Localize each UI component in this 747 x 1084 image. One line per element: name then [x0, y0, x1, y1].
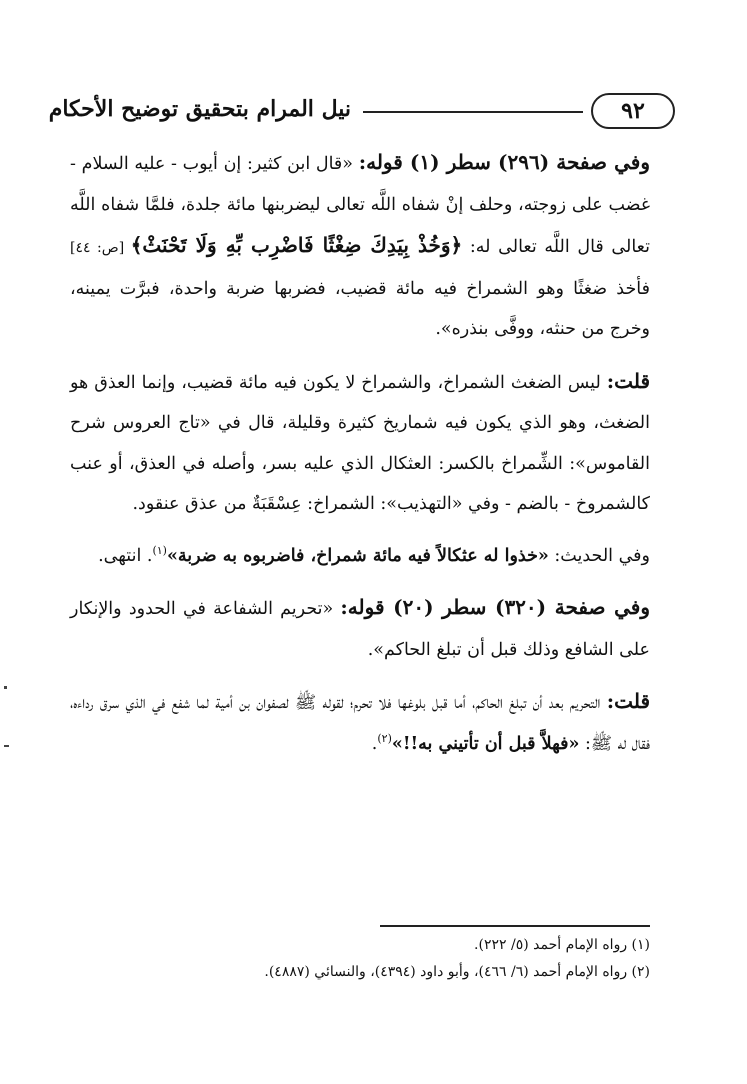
quran-verse: ﴿وَخُذْ بِيَدِكَ ضِغْثًا فَاضْرِب بِّهِ وَلَا تَحْنَثْ﴾ [130, 233, 463, 257]
footnote-marker[interactable]: (٢) [377, 731, 392, 745]
footnote-marker[interactable]: (١) [152, 543, 167, 557]
scan-mark [4, 686, 7, 689]
paragraph-lead: وفي صفحة (٣٢٠) سطر (٢٠) قوله: [340, 595, 650, 619]
paragraph-1 [70, 142, 650, 350]
page-number: ٩٢ [591, 93, 675, 129]
paragraph-text: . انتهى. [98, 545, 153, 566]
paragraph-lead: قلت: [606, 368, 650, 393]
footnotes [70, 932, 650, 986]
paragraph-5 [70, 681, 650, 764]
page-body [70, 142, 650, 764]
paragraph-text: التحريم بعد أن تبلغ الحاكم، أما قبل بلوغها فلا تحرم؛ لقوله ﷺ لصفوان بن أمية لما شفع في الذي سرق رداءه، فقال له ﷺ: [70, 693, 650, 754]
footnote-1: (١) رواه الإمام أحمد (٥/ ٢٢٢). [474, 937, 650, 953]
paragraph-text: فأخذ ضغثًا وهو الشمراخ فيه مائة قضيب، فضربها ضربة واحدة، فبرَّت يمينه، وخرج من حنثه، ووفَّى بنذره». [70, 278, 650, 339]
hadith-quote: «خذوا له عثكالاً فيه مائة شمراخ، فاضربوه به ضربة» [166, 545, 549, 566]
scan-mark [4, 745, 9, 747]
paragraph-4 [70, 587, 650, 670]
paragraph-text: . [371, 733, 378, 754]
hadith-quote: «فهلاَّ قبل أن تأتيني به!!» [391, 733, 580, 754]
paragraph-text: ليس الضغث الشمراخ، والشمراخ لا يكون فيه مائة قضيب، وإنما العذق هو الضغث، وهو الذي يكون فيه شماريخ كثيرة وقليلة، قال في «تاج العروس شرح القاموس»: الشِّمراخ بالكسر: العثكال الذي عليه بسر، وأصله في العذق، أو عنب كالشمروخ - بالضم - وفي «التهذيب»: الشمراخ: عِسْقَبَةٌ من عذق عنقود. [70, 372, 650, 514]
header-rule [363, 111, 583, 113]
paragraph-3 [70, 536, 650, 577]
paragraph-lead: وفي صفحة (٢٩٦) سطر (١) قوله: [358, 150, 651, 174]
book-title: نيل المرام بتحقيق توضيح الأحكام [48, 96, 351, 122]
paragraph-text: وفي الحديث: [548, 545, 650, 566]
paragraph-text: «قال ابن كثير: إن أيوب - عليه السلام - غضب على زوجته، وحلف إنْ شفاه اللَّه تعالى ليضربنها مائة جلدة، فلمَّا شفاه اللَّه تعالى قال اللَّه تعالى له: [70, 154, 650, 257]
footnote-rule [380, 925, 650, 927]
footnote-2: (٢) رواه الإمام أحمد (٦/ ٤٦٦)، وأبو داود (٤٣٩٤)، والنسائي (٤٨٨٧). [264, 964, 650, 980]
page-header [48, 90, 675, 134]
paragraph-text: «تحريم الشفاعة في الحدود والإنكار على الشافع وذلك قبل أن تبلغ الحاكم». [70, 599, 650, 660]
paragraph-2 [70, 361, 650, 525]
verse-reference: [ص: ٤٤] [70, 240, 131, 256]
paragraph-lead: قلت: [606, 689, 650, 713]
